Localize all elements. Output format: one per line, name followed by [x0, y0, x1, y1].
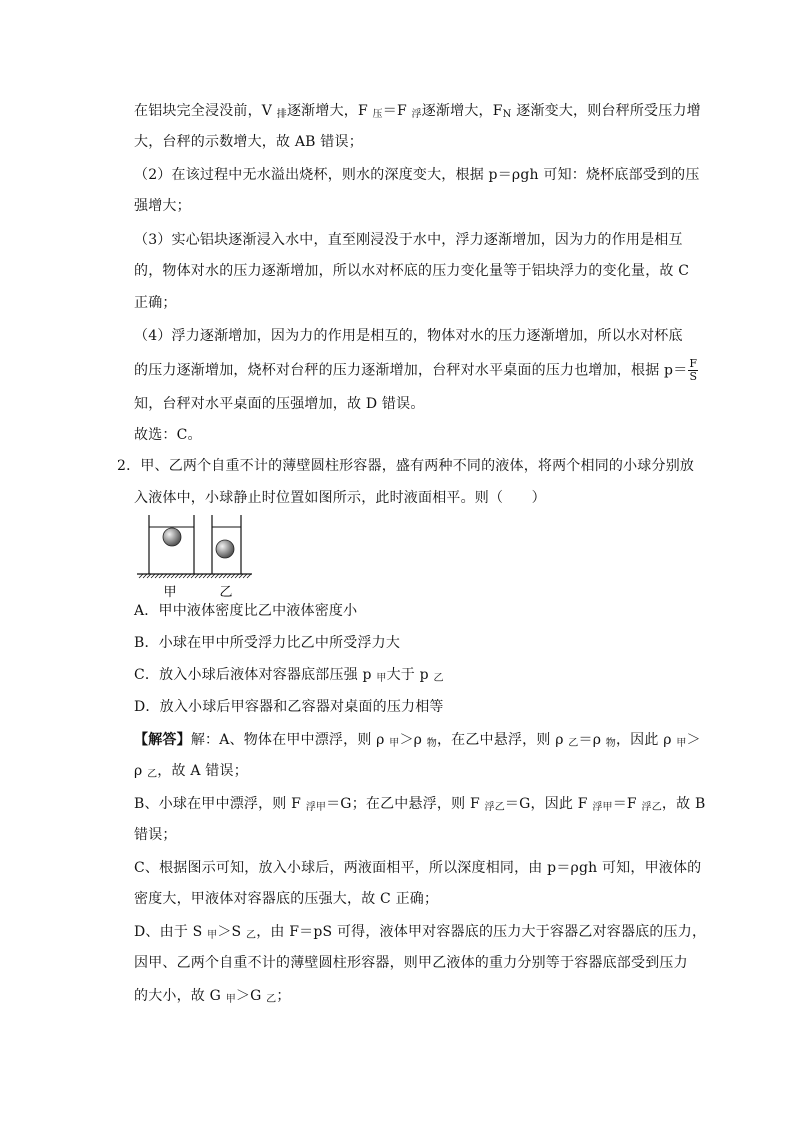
text: ，故 B — [661, 796, 706, 812]
subscript: N — [502, 109, 512, 120]
answer-line-1 — [134, 730, 701, 750]
text: 甲、乙两个自重不计的薄壁圆柱形容器，盛有两种不同的液体，将两个相同的小球分别放 — [140, 458, 695, 474]
table-surface — [137, 574, 252, 578]
question-2-stem-line-1 — [117, 456, 694, 476]
text: ，在乙中悬浮，则 ρ — [436, 732, 569, 748]
subscript: 物 — [605, 738, 616, 749]
fraction-denominator: S — [689, 370, 698, 383]
container-jia — [149, 515, 194, 574]
subscript: 压 — [372, 109, 383, 120]
subscript: 乙 — [266, 994, 277, 1005]
subscript: 乙 — [568, 738, 579, 749]
subscript: 甲 — [389, 738, 400, 749]
containers-figure — [134, 510, 254, 602]
text: ，由 F＝pS 可得，液体甲对容器底的压力大于容器乙对容器底的压力， — [256, 924, 707, 940]
option-c — [134, 665, 444, 685]
subscript: 甲 — [676, 738, 687, 749]
subscript: 乙 — [147, 769, 158, 780]
text: ＞S — [217, 924, 246, 940]
fraction-numerator: F — [689, 357, 698, 370]
analysis-line-11: 故选：C。 — [134, 427, 202, 443]
text: 解：A、物体在甲中漂浮，则 ρ — [190, 732, 390, 748]
text: ρ — [134, 763, 148, 779]
answer-line-9 — [134, 986, 291, 1006]
text: ＝G；在乙中悬浮，则 F — [326, 796, 485, 812]
subscript: 甲 — [207, 930, 218, 941]
text: 的压力逐渐增加，烧杯对台秤的压力逐渐增加，台秤对水平桌面的压力也增加，根据 p＝ — [134, 362, 688, 379]
label-jia: 甲 — [163, 585, 177, 600]
text: 逐渐增大，F — [286, 103, 373, 119]
ball-jia — [163, 528, 181, 546]
label-yi: 乙 — [219, 585, 233, 600]
answer-line-8: 因甲、乙两个自重不计的薄壁圆柱形容器，则甲乙液体的重力分别等于容器底部受到压力 — [134, 955, 688, 971]
text: ＝G，因此 F — [504, 796, 593, 812]
analysis-line-3: （2）在该过程中无水溢出烧杯，则水的深度变大，根据 p＝ρgh 可知：烧杯底部受到的压 — [134, 167, 700, 183]
analysis-line-5: （3）实心铝块逐渐浸入水中，直至刚浸没于水中，浮力逐渐增加，因为力的作用是相互 — [134, 232, 683, 248]
containers-diagram — [134, 510, 254, 602]
analysis-line-4: 强增大； — [134, 198, 191, 214]
answer-line-3 — [134, 794, 705, 814]
fraction-F-over-S — [688, 358, 698, 383]
subscript: 浮 — [411, 109, 422, 120]
analysis-line-7: 正确； — [134, 295, 177, 311]
subscript: 甲 — [225, 994, 236, 1005]
text: ＞ — [686, 732, 701, 748]
text: ＞G — [235, 988, 267, 1004]
answer-line-7 — [134, 922, 706, 942]
text: ，因此 ρ — [615, 732, 677, 748]
option-b: B．小球在甲中所受浮力比乙中所受浮力大 — [134, 635, 401, 651]
subscript: 浮乙 — [484, 802, 505, 813]
analysis-line-9 — [134, 358, 698, 383]
text: C．放入小球后液体对容器底部压强 p — [134, 667, 377, 683]
question-number: 2． — [117, 458, 141, 474]
text: 逐渐增大，F — [421, 103, 503, 119]
ball-yi — [216, 540, 234, 558]
text: ＞ρ — [399, 732, 427, 748]
text: ，故 A 错误； — [157, 763, 248, 779]
analysis-line-1 — [134, 101, 701, 121]
text: 的大小，故 G — [134, 988, 226, 1004]
answer-line-4: 错误； — [134, 827, 177, 843]
text: D、由于 S — [134, 924, 208, 940]
option-d: D．放入小球后甲容器和乙容器对桌面的压力相等 — [134, 699, 444, 715]
text: ＝F — [382, 103, 412, 119]
analysis-line-8: （4）浮力逐渐增加，因为力的作用是相互的，物体对水的压力逐渐增加，所以水对杯底 — [134, 328, 683, 344]
analysis-line-10: 知，台秤对水平桌面的压强增加，故 D 错误。 — [134, 396, 425, 412]
text: ＝ρ — [578, 732, 606, 748]
option-a: A．甲中液体密度比乙中液体密度小 — [134, 603, 358, 619]
text: B、小球在甲中漂浮，则 F — [134, 796, 306, 812]
question-2-stem-line-2: 入液体中，小球静止时位置如图所示，此时液面相平。则（ ） — [134, 490, 546, 506]
analysis-line-2: 大，台秤的示数增大，故 AB 错误； — [134, 134, 363, 150]
answer-tag: 【解答】 — [134, 732, 191, 748]
subscript: 乙 — [245, 930, 257, 941]
subscript: 排 — [276, 109, 287, 120]
subscript: 物 — [426, 738, 437, 749]
analysis-line-6: 的，物体对水的压力逐渐增加，所以水对杯底的压力变化量等于铝块浮力的变化量，故 C — [134, 263, 690, 279]
text: 在铝块完全浸没前，V — [134, 103, 277, 119]
text: 大于 p — [386, 667, 434, 683]
container-yi — [212, 515, 241, 574]
subscript: 浮甲 — [592, 802, 613, 813]
answer-line-5: C、根据图示可知，放入小球后，两液面相平，所以深度相同，由 p＝ρgh 可知，甲液体的 — [134, 860, 702, 876]
text: ； — [276, 988, 291, 1004]
subscript: 浮乙 — [641, 802, 662, 813]
answer-line-2 — [134, 761, 248, 781]
subscript: 浮甲 — [305, 802, 327, 813]
text: ＝F — [612, 796, 642, 812]
text: 逐渐变大，则台秤所受压力增 — [511, 103, 701, 119]
subscript: 乙 — [433, 673, 444, 684]
answer-line-6: 密度大，甲液体对容器底的压强大，故 C 正确； — [134, 891, 439, 907]
subscript: 甲 — [376, 673, 387, 684]
